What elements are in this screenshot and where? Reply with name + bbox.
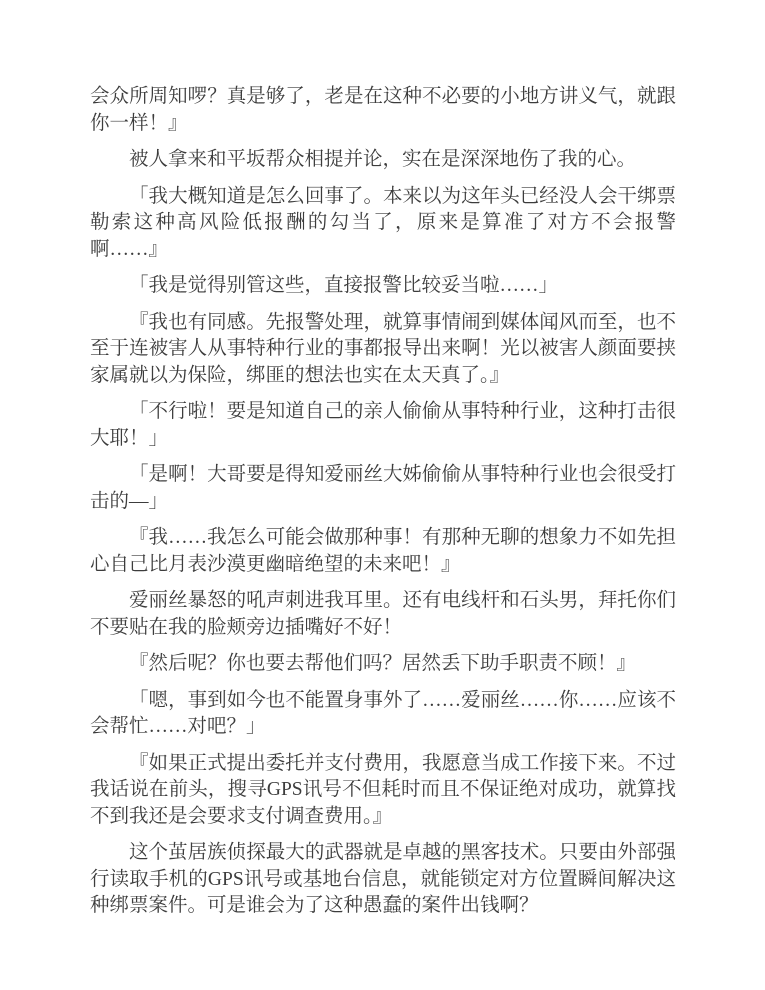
paragraph: 「是啊！大哥要是得知爱丽丝大姊偷偷从事特种行业也会很受打击的—」	[90, 464, 676, 512]
paragraph: 『然后呢？你也要去帮他们吗？居然丢下助手职责不顾！』	[129, 653, 637, 674]
paragraph: 「不行啦！要是知道自己的亲人偷偷从事特种行业，这种打击很大耶！」	[90, 401, 676, 449]
paragraph: 被人拿来和平坂帮众相提并论，实在是深深地伤了我的心。	[129, 149, 637, 170]
paragraph: 会众所周知啰？真是够了，老是在这种不必要的小地方讲义气，就跟你一样！』	[90, 86, 676, 134]
paragraph: 这个茧居族侦探最大的武器就是卓越的黑客技术。只要由外部强行读取手机的GPS讯号或基地台信息，就能锁定对方位置瞬间解决这种绑票案件。可是谁会为了这种愚蠢的案件出钱啊？	[90, 842, 676, 916]
paragraph: 「嗯，事到如今也不能置身事外了……爱丽丝……你……应该不会帮忙……对吧？」	[90, 689, 676, 737]
paragraph: 『我也有同感。先报警处理，就算事情闹到媒体闻风而至，也不至于连被害人从事特种行业的事都报导出来啊！光以被害人颜面要挟家属就以为保险，绑匪的想法也实在太天真了。』	[90, 311, 676, 386]
paragraph: 「我是觉得别管这些，直接报警比较妥当啦……」	[129, 275, 559, 296]
paragraph: 『如果正式提出委托并支付费用，我愿意当成工作接下来。不过我话说在前头，搜寻GPS讯号不但耗时而且不保证绝对成功，就算找不到我还是会要求支付调查费用。』	[90, 752, 676, 827]
paragraph: 爱丽丝暴怒的吼声刺进我耳里。还有电线杆和石头男，拜托你们不要贴在我的脸颊旁边插嘴好不好！	[90, 590, 676, 638]
paragraph: 「我大概知道是怎么回事了。本来以为这年头已经没人会干绑票勒索这种高风险低报酬的勾当了，原来是算准了对方不会报警啊……』	[90, 185, 676, 260]
paragraph: 『我……我怎么可能会做那种事！有那种无聊的想象力不如先担心自己比月表沙漠更幽暗绝望的未来吧！』	[90, 527, 676, 575]
